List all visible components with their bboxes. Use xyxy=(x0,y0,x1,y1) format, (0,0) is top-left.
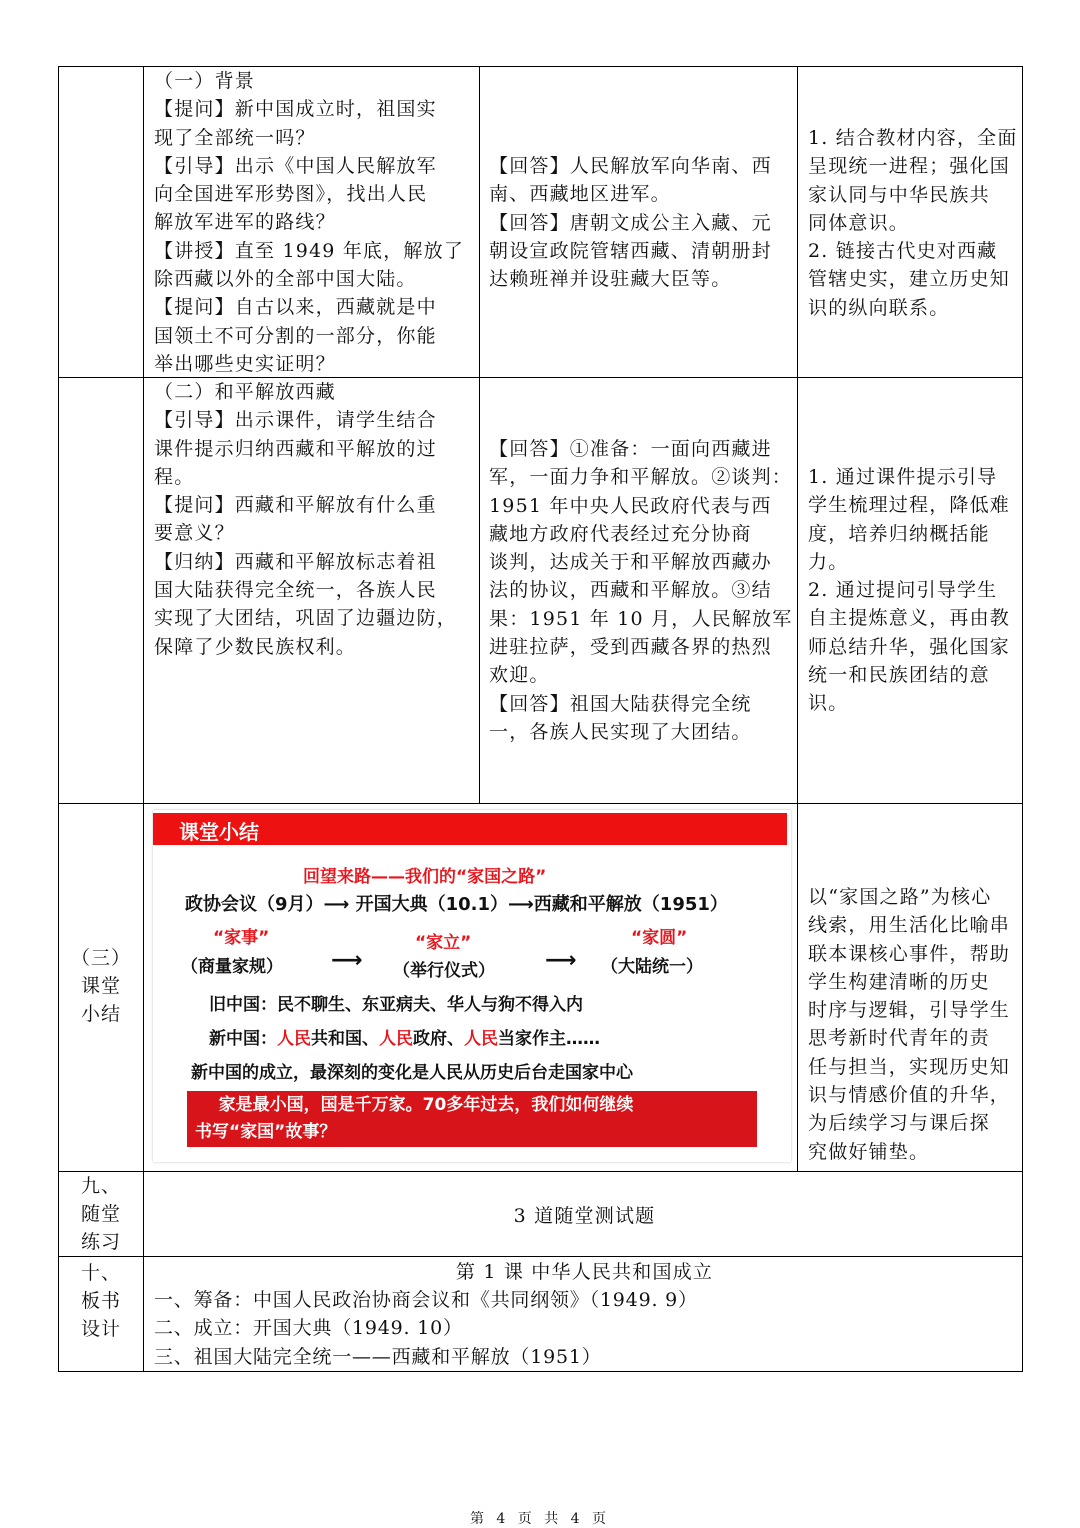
text-line: 国大陆获得完全统一，各族人民 xyxy=(154,579,437,602)
text-line: 向全国进军形势图》，找出人民 xyxy=(154,183,428,206)
text-line: 【回答】祖国大陆获得完全统 xyxy=(489,692,752,715)
board-content-cell xyxy=(143,1257,1024,1371)
text-line: 设计 xyxy=(80,1318,121,1340)
text-line: 军，一面力争和平解放。②谈判： xyxy=(489,466,793,489)
row-background xyxy=(58,66,1023,378)
row-liberation xyxy=(58,378,1023,804)
change-line: 新中国的成立，最深刻的变化是人民从历史后台走国家中心 xyxy=(191,1063,633,1083)
text-line: 【提问】西藏和平解放有什么重 xyxy=(154,494,437,517)
desc-jiali: （举行仪式） xyxy=(393,961,495,981)
text-line: 【讲授】直至 1949 年底，解放了 xyxy=(154,239,465,262)
text-line: 九、 xyxy=(80,1175,121,1197)
board-lines xyxy=(154,1286,698,1371)
text-line: 小结 xyxy=(80,1003,121,1025)
text-line: 力。 xyxy=(808,550,849,573)
design-intent-text xyxy=(808,124,1018,322)
text-line: 一、筹备：中国人民政治协商会议和《共同纲领》（1949. 9） xyxy=(154,1289,698,1311)
summary-slide-cell xyxy=(143,804,797,1171)
arrow-1: ⟶ xyxy=(331,948,363,973)
text-line: 【回答】①准备：一面向西藏进 xyxy=(489,438,772,460)
text-line: （一）背景 xyxy=(154,70,256,92)
new-china-line: 新中国：人民共和国、人民政府、人民当家作主…… xyxy=(209,1029,600,1049)
text-line: 师总结升华，强化国家 xyxy=(808,635,1011,658)
text-line: 时序与逻辑，引导学生 xyxy=(808,999,1011,1022)
slide-question-line1: 家是最小国，国是千万家。70多年过去，我们如何继续 xyxy=(195,1095,634,1115)
text-line: 度，培养归纳概括能 xyxy=(808,522,990,545)
stage-label xyxy=(59,944,143,1028)
design-intent-cell xyxy=(797,67,1024,377)
desc-jiayuan: （大陆统一） xyxy=(601,957,703,977)
text-line: 学生构建清晰的历史 xyxy=(808,970,990,993)
tag-jiayuan: “家圆” xyxy=(631,928,688,948)
student-activity-cell xyxy=(479,378,797,803)
text-line: 保障了少数民族权利。 xyxy=(154,635,357,658)
text-line: 国领土不可分割的一部分，你能 xyxy=(154,324,437,347)
text-line: 练习 xyxy=(80,1231,121,1253)
text-line: 【引导】出示课件，请学生结合 xyxy=(154,409,437,432)
text-line: 课堂 xyxy=(80,975,121,997)
text-line: 【提问】自古以来，西藏就是中 xyxy=(154,296,437,319)
text-line: 十、 xyxy=(80,1262,121,1284)
text-line: 呈现统一进程；强化国 xyxy=(808,155,1011,178)
text-line: 1. 通过课件提示引导 xyxy=(808,466,998,488)
text-line: 思考新时代青年的责 xyxy=(808,1027,990,1050)
text-line: 朝设宣政院管辖西藏、清朝册封 xyxy=(489,239,772,262)
text-line: 1. 结合教材内容，全面 xyxy=(808,127,1018,149)
text-line: 【引导】出示《中国人民解放军 xyxy=(154,154,437,177)
text-line: 学生梳理过程，降低难 xyxy=(808,494,1011,517)
text-line: 线索，用生活化比喻串 xyxy=(808,914,1011,937)
text-line: 【提问】新中国成立时，祖国实 xyxy=(154,98,437,121)
text-line: 除西藏以外的全部中国大陆。 xyxy=(154,268,417,291)
old-china-line: 旧中国：民不聊生、东亚病夫、华人与狗不得入内 xyxy=(209,995,583,1015)
stage-cell xyxy=(59,804,143,1171)
design-intent-text xyxy=(808,883,1010,1166)
row-board xyxy=(58,1257,1023,1372)
design-intent-cell xyxy=(797,378,1024,803)
text-line: 1951 年中央人民政府代表与西 xyxy=(489,494,772,517)
practice-content: 3 道随堂测试题 xyxy=(513,1205,656,1227)
summary-slide xyxy=(153,810,791,1162)
tag-jiashi: “家事” xyxy=(213,928,270,948)
text-line: 解放军进军的路线？ xyxy=(154,211,336,234)
text-line: 谈判，达成关于和平解放西藏办 xyxy=(489,551,772,574)
practice-content-cell xyxy=(143,1172,1024,1256)
text-line: 任与担当，实现历史知 xyxy=(808,1055,1011,1078)
teacher-activity-text xyxy=(154,378,457,661)
text-line: 【归纳】西藏和平解放标志着祖 xyxy=(154,550,437,573)
text-line: 【回答】唐朝文成公主入藏、元 xyxy=(489,211,772,234)
text-line: 举出哪些史实证明？ xyxy=(154,352,336,375)
stage-cell xyxy=(59,1257,143,1371)
text-line: 二、成立：开国大典（1949. 10） xyxy=(154,1317,463,1340)
text-line: 一，各族人民实现了大团结。 xyxy=(489,720,752,743)
text-line: 究做好铺垫。 xyxy=(808,1140,930,1163)
text-line: 管辖史实，建立历史知 xyxy=(808,268,1011,291)
text-line: 同体意识。 xyxy=(808,211,910,234)
text-line: 联本课核心事件，帮助 xyxy=(808,942,1011,965)
row-practice xyxy=(58,1172,1023,1257)
student-activity-cell xyxy=(479,67,797,377)
arrow-2: ⟶ xyxy=(545,948,577,973)
text-line: 程。 xyxy=(154,465,195,488)
stage-label xyxy=(59,1172,143,1256)
text-line: 课件提示归纳西藏和平解放的过 xyxy=(154,437,437,460)
design-intent-text xyxy=(808,463,1010,718)
text-line: 随堂 xyxy=(80,1203,121,1225)
page-footer: 第 4 页 共 4 页 xyxy=(469,1511,611,1527)
text-line: 以“家国之路”为核心 xyxy=(808,886,992,908)
text-line: 法的协议，西藏和平解放。③结 xyxy=(489,579,772,602)
text-line: 要意义？ xyxy=(154,522,235,545)
text-line: 藏地方政府代表经过充分协商 xyxy=(489,522,752,545)
text-line: 为后续学习与课后探 xyxy=(808,1112,990,1135)
slide-question-line2: 书写“家国”故事？ xyxy=(195,1122,337,1142)
tag-jiali: “家立” xyxy=(415,933,472,953)
student-activity-text xyxy=(489,152,772,293)
text-line: 实现了大团结，巩固了边疆边防， xyxy=(154,607,458,630)
text-line: 进驻拉萨，受到西藏各界的热烈 xyxy=(489,636,772,659)
text-line: （二）和平解放西藏 xyxy=(154,381,336,403)
text-line: 统一和民族团结的意 xyxy=(808,664,990,687)
slide-question-box xyxy=(187,1091,757,1147)
stage-label xyxy=(59,1259,143,1343)
text-line: 欢迎。 xyxy=(489,664,550,687)
board-title: 第 1 课 中华人民共和国成立 xyxy=(455,1261,714,1283)
slide-subtitle: 回望来路——我们的“家国之路” xyxy=(303,867,547,887)
slide-timeline: 政协会议（9月）⟶ 开国大典（10.1）⟶西藏和平解放（1951） xyxy=(185,894,728,915)
text-line: 板书 xyxy=(80,1290,121,1312)
text-line: 果：1951 年 10 月，人民解放军 xyxy=(489,607,793,630)
desc-jiashi: （商量家规） xyxy=(181,957,283,977)
teacher-activity-cell xyxy=(143,378,479,803)
text-line: 南、西藏地区进军。 xyxy=(489,183,671,206)
text-line: 识与情感价值的升华， xyxy=(808,1084,1011,1107)
text-line: 三、祖国大陆完全统一——西藏和平解放（1951） xyxy=(154,1345,602,1368)
text-line: 达赖班禅并设驻藏大臣等。 xyxy=(489,268,732,291)
student-activity-text xyxy=(489,435,792,746)
row-summary xyxy=(58,804,1023,1172)
slide-header-bar xyxy=(153,813,787,845)
design-intent-cell xyxy=(797,804,1024,1171)
text-line: 2. 链接古代史对西藏 xyxy=(808,240,998,263)
text-line: 【回答】人民解放军向华南、西 xyxy=(489,155,772,177)
stage-cell xyxy=(59,1172,143,1256)
text-line: 2. 通过提问引导学生 xyxy=(808,579,998,602)
text-line: 识。 xyxy=(808,692,849,715)
text-line: 识的纵向联系。 xyxy=(808,296,950,319)
text-line: 家认同与中华民族共 xyxy=(808,183,990,206)
slide-header-title: 课堂小结 xyxy=(179,820,259,844)
teacher-activity-cell xyxy=(143,67,479,377)
teacher-activity-text xyxy=(154,67,464,378)
text-line: （三） xyxy=(70,947,131,969)
text-line: 现了全部统一吗？ xyxy=(154,126,316,149)
text-line: 自主提炼意义，再由教 xyxy=(808,607,1011,630)
